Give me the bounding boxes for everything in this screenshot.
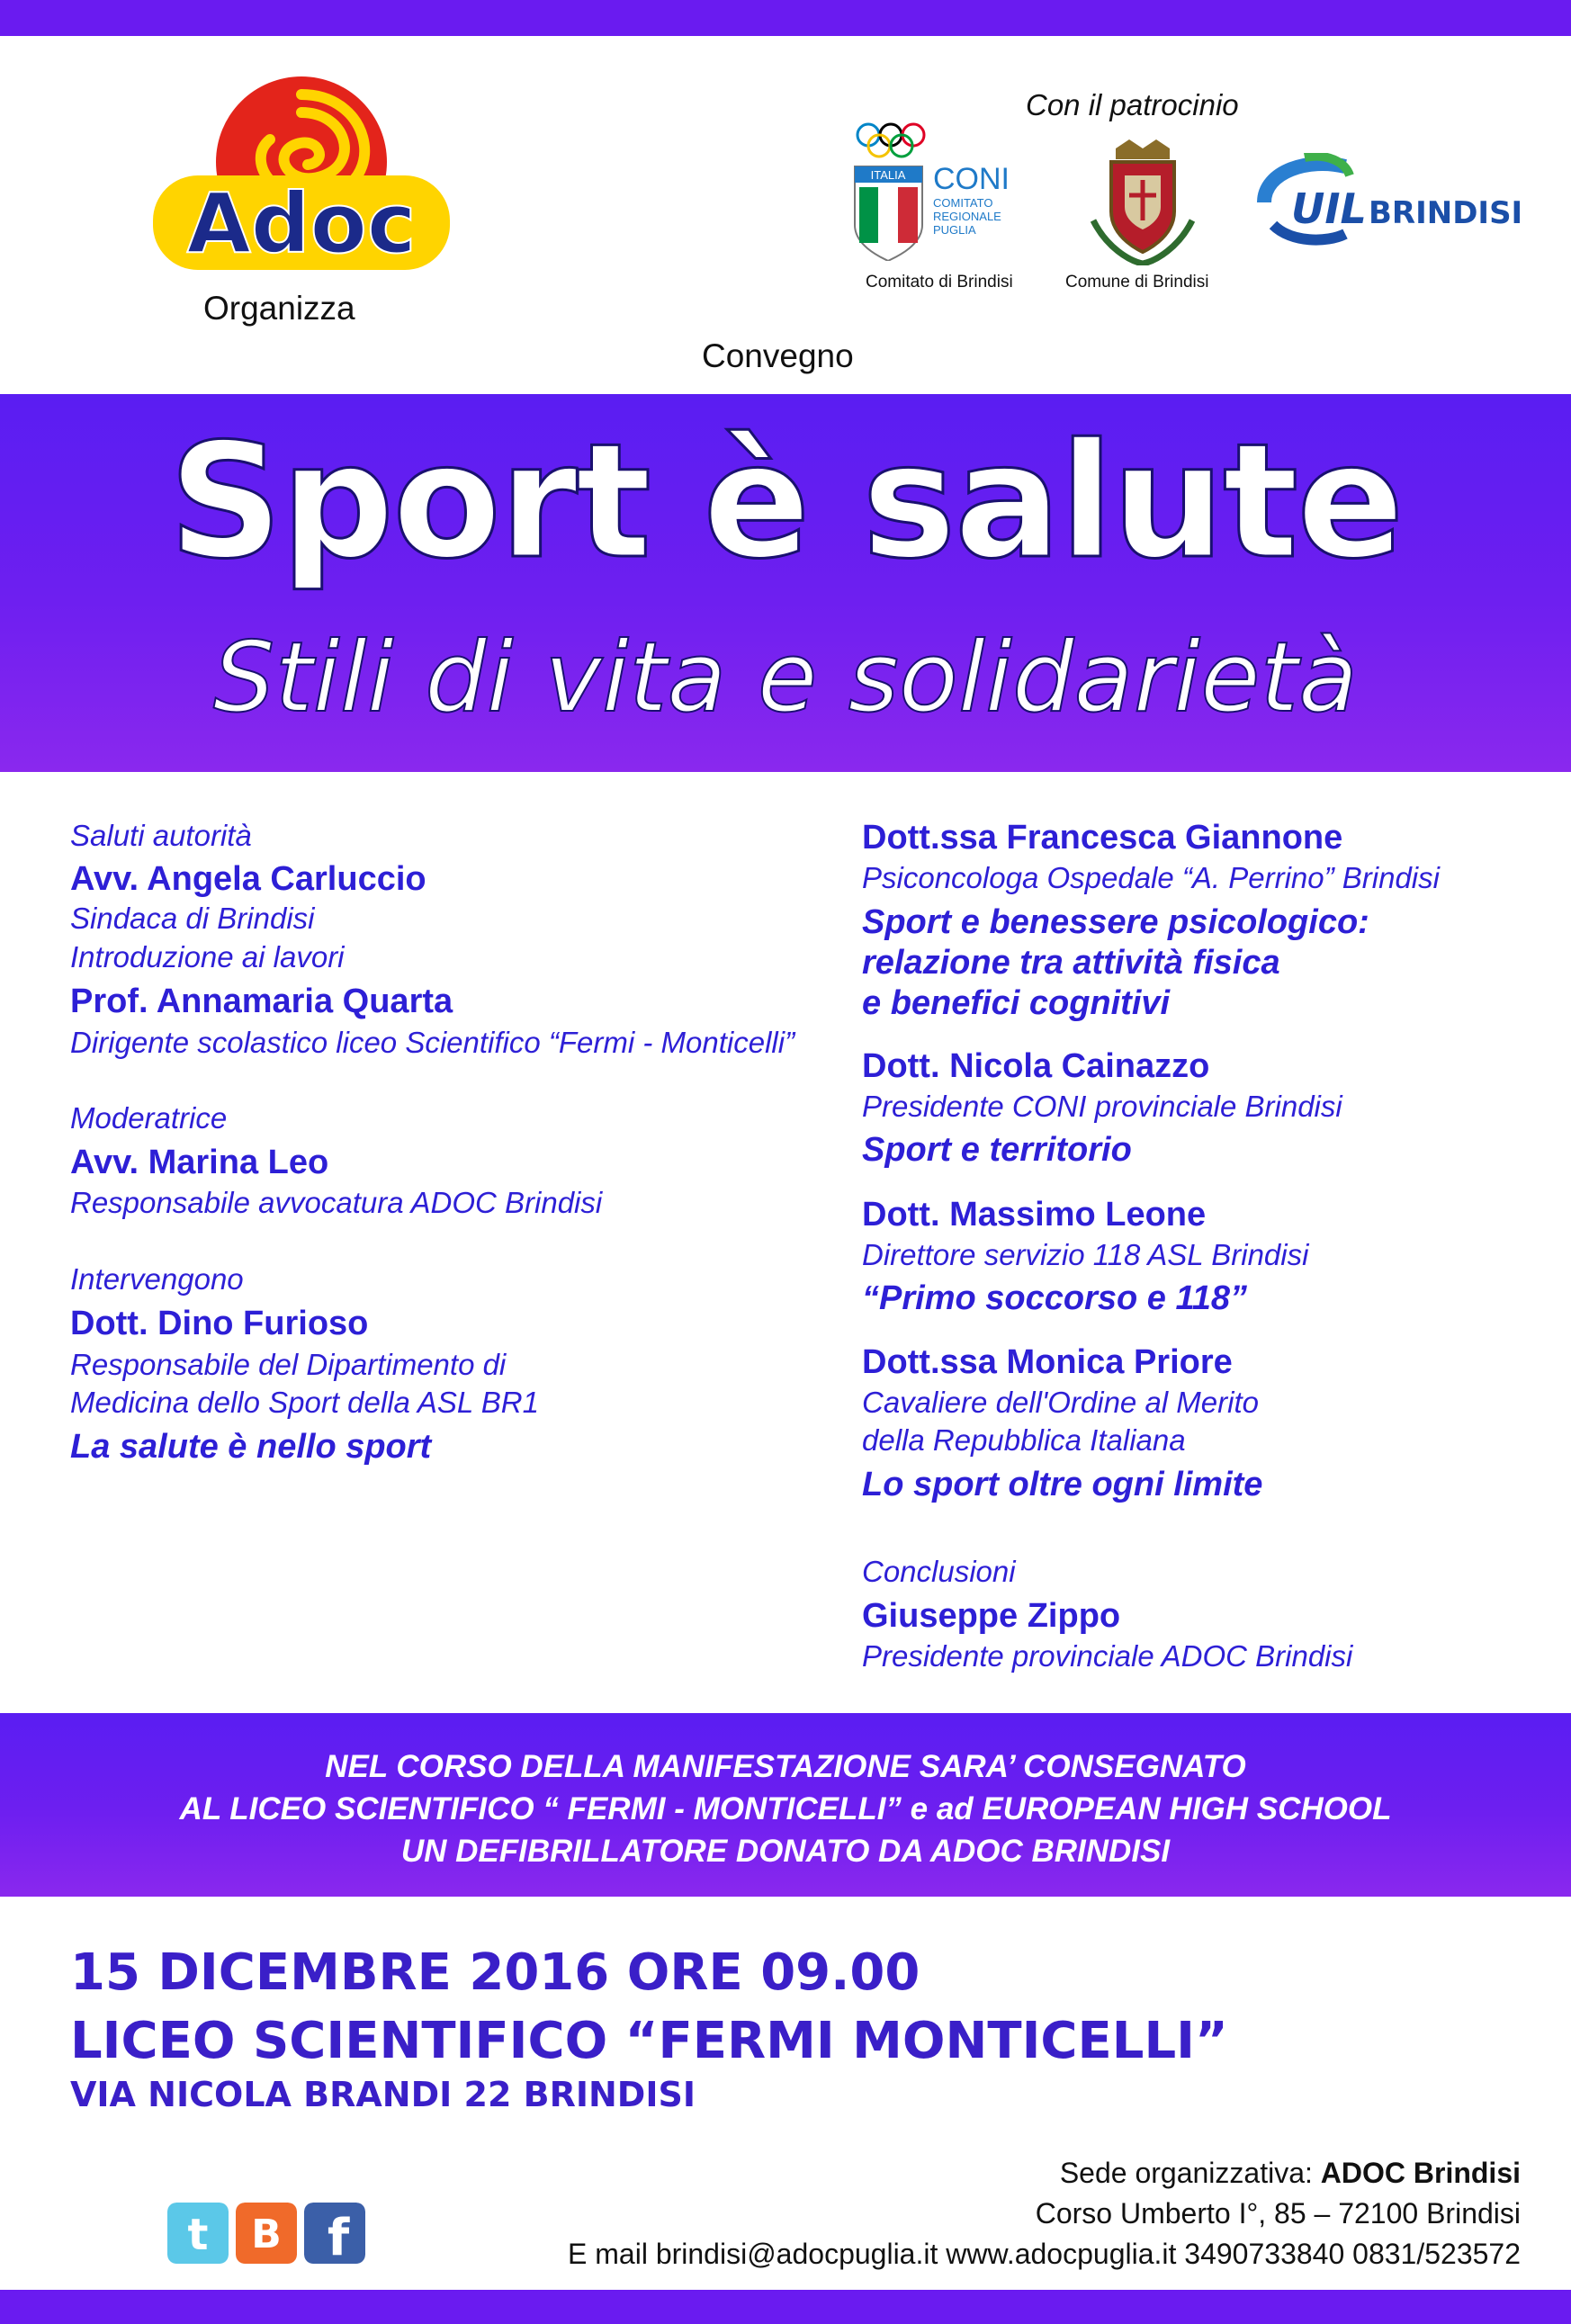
speaker-cainazzo-role: Presidente CONI provinciale Brindisi	[862, 1090, 1342, 1123]
coni-logo	[850, 117, 1030, 261]
facebook-icon[interactable]	[304, 2203, 365, 2264]
coni-italia-text: ITALIA	[870, 168, 906, 182]
sede-name: ADOC Brindisi	[1320, 2157, 1521, 2189]
comune-crest	[1089, 139, 1197, 265]
event-subtitle: Stili di vita e solidarietà	[212, 622, 1359, 734]
conclusioni-label: Conclusioni	[862, 1555, 1016, 1588]
speaker-giannone-role: Psiconcologa Ospedale “A. Perrino” Brindisi	[862, 861, 1440, 894]
speaker-giannone-topic-3: e benefici cognitivi	[862, 984, 1171, 1022]
coni-name-text: CONI	[933, 162, 1010, 196]
comune-caption: Comune di Brindisi	[1065, 273, 1209, 292]
speaker-furioso-name: Dott. Dino Furioso	[70, 1305, 369, 1342]
twitter-icon[interactable]	[167, 2203, 229, 2264]
uil-city-text: BRINDISI	[1369, 195, 1523, 231]
blogger-icon[interactable]	[236, 2203, 297, 2264]
intervengono-label: Intervengono	[70, 1262, 244, 1296]
event-address: VIA NICOLA BRANDI 22 BRINDISI	[70, 2075, 696, 2114]
speaker-leo-role: Responsabile avvocatura ADOC Brindisi	[70, 1186, 603, 1219]
notice-line-2: AL LICEO SCIENTIFICO “ FERMI - MONTICELLI” e ad EUROPEAN HIGH SCHOOL	[179, 1791, 1392, 1826]
speaker-carluccio-role: Sindaca di Brindisi	[70, 902, 315, 935]
organizza-label: Organizza	[203, 290, 355, 327]
intro-label: Introduzione ai lavori	[70, 940, 345, 974]
speaker-giannone-topic-1: Sport e benessere psicologico:	[862, 903, 1369, 941]
bottom-border-bar	[0, 2290, 1571, 2324]
coni-line-3: PUGLIA	[933, 223, 976, 237]
sede-address: Corso Umberto I°, 85 – 72100 Brindisi	[1035, 2197, 1521, 2230]
svg-text:f: f	[327, 2209, 350, 2264]
moderatrice-label: Moderatrice	[70, 1101, 228, 1135]
coni-line-1: COMITATO	[933, 196, 993, 210]
speaker-carluccio-name: Avv. Angela Carluccio	[70, 860, 426, 898]
speaker-priore-topic: Lo sport oltre ogni limite	[862, 1466, 1263, 1503]
speaker-priore-name: Dott.ssa Monica Priore	[862, 1343, 1233, 1381]
event-title: Sport è salute	[168, 409, 1403, 594]
speaker-priore-role-2: della Repubblica Italiana	[862, 1423, 1186, 1457]
convegno-label: Convegno	[702, 337, 854, 374]
contact-line: E mail brindisi@adocpuglia.it www.adocpuglia.it 3490733840 0831/523572	[568, 2238, 1521, 2270]
speaker-cainazzo-name: Dott. Nicola Cainazzo	[862, 1047, 1210, 1085]
speaker-furioso-topic: La salute è nello sport	[70, 1428, 432, 1466]
svg-text:t: t	[187, 2210, 209, 2260]
coni-line-2: REGIONALE	[933, 210, 1001, 223]
sede-label: Sede organizzativa:	[1059, 2157, 1313, 2189]
notice-line-3: UN DEFIBRILLATORE DONATO DA ADOC BRINDISI	[400, 1834, 1171, 1869]
speaker-giannone-topic-2: relazione tra attività fisica	[862, 944, 1280, 982]
sede-line	[1060, 2157, 1521, 2190]
speaker-leone-topic: “Primo soccorso e 118”	[862, 1279, 1248, 1317]
uil-text: UIL	[1291, 184, 1367, 233]
adoc-logo-text: Adoc	[186, 175, 417, 272]
event-venue: LICEO SCIENTIFICO “FERMI MONTICELLI”	[70, 2012, 1228, 2070]
adoc-logo	[153, 76, 450, 279]
speaker-quarta-name: Prof. Annamaria Quarta	[70, 983, 453, 1020]
coni-caption: Comitato di Brindisi	[866, 273, 1013, 292]
speaker-furioso-role-2: Medicina dello Sport della ASL BR1	[70, 1386, 539, 1419]
top-border-bar	[0, 0, 1571, 36]
speaker-giannone-name: Dott.ssa Francesca Giannone	[862, 819, 1343, 857]
svg-text:B: B	[251, 2212, 282, 2257]
speaker-quarta-role: Dirigente scolastico liceo Scientifico “Fermi - Monticelli”	[70, 1026, 795, 1059]
saluti-label: Saluti autorità	[70, 819, 252, 852]
speaker-leone-name: Dott. Massimo Leone	[862, 1196, 1207, 1234]
speaker-zippo-name: Giuseppe Zippo	[862, 1597, 1121, 1635]
event-date: 15 DICEMBRE 2016 ORE 09.00	[70, 1943, 920, 2002]
patrocinio-label: Con il patrocinio	[1026, 88, 1239, 121]
uil-brindisi-logo	[1255, 153, 1525, 252]
speaker-leone-role: Direttore servizio 118 ASL Brindisi	[862, 1238, 1309, 1271]
speaker-priore-role-1: Cavaliere dell'Ordine al Merito	[862, 1386, 1259, 1419]
speaker-furioso-role-1: Responsabile del Dipartimento di	[70, 1348, 507, 1381]
speaker-zippo-role: Presidente provinciale ADOC Brindisi	[862, 1639, 1353, 1673]
speaker-cainazzo-topic: Sport e territorio	[862, 1131, 1132, 1169]
speaker-leo-name: Avv. Marina Leo	[70, 1144, 329, 1181]
notice-line-1: NEL CORSO DELLA MANIFESTAZIONE SARA’ CONSEGNATO	[325, 1749, 1246, 1784]
